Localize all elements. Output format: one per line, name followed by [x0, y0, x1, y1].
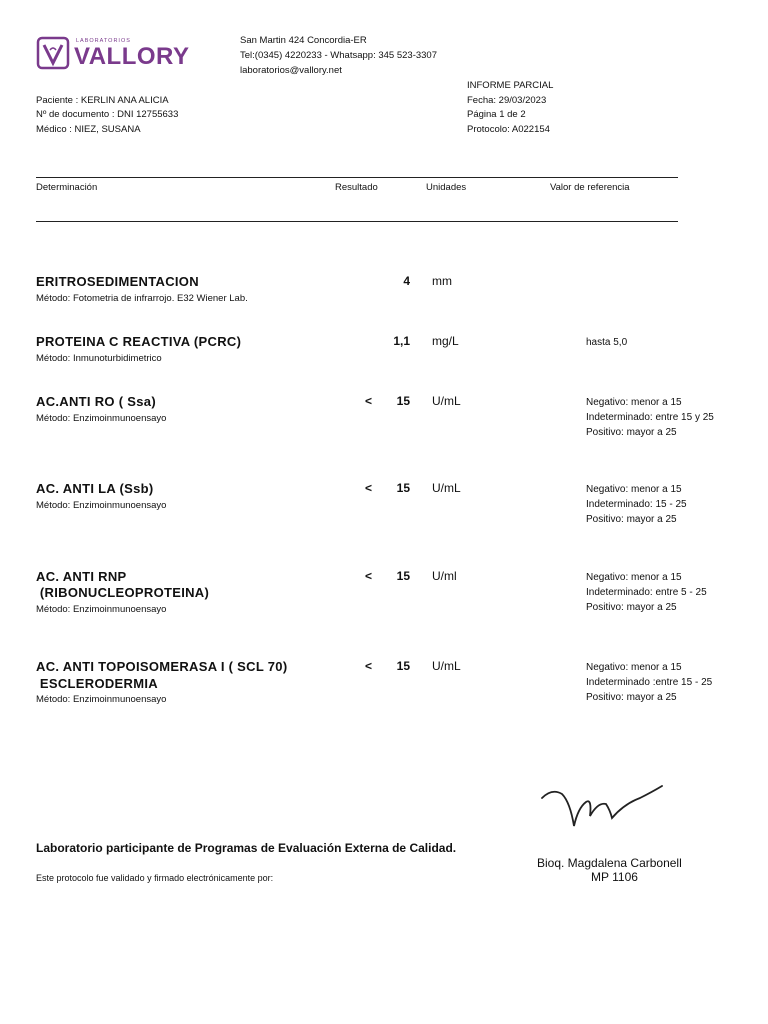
- test-unit: U/mL: [432, 659, 461, 673]
- test-unit: mm: [432, 274, 452, 288]
- lab-email: laboratorios@vallory.net: [240, 65, 342, 76]
- quality-statement: Laboratorio participante de Programas de Evaluación Externa de Calidad.: [36, 841, 457, 855]
- reference-line: Negativo: menor a 15: [586, 397, 682, 408]
- test-prefix: <: [364, 481, 372, 495]
- test-reference: [586, 570, 707, 615]
- lab-phones: Tel:(0345) 4220233 - Whatsapp: 345 523-3307: [240, 50, 437, 61]
- col-result: Resultado: [335, 182, 378, 193]
- test-prefix: <: [364, 394, 372, 408]
- col-units: Unidades: [426, 182, 467, 193]
- reference-line: Negativo: menor a 15: [586, 662, 682, 673]
- logo-name: VALLORY: [74, 43, 190, 70]
- signer-name: Bioq. Magdalena Carbonell: [537, 856, 682, 870]
- test-method: Método: Enzimoinmunoensayo: [36, 604, 167, 615]
- test-method: Método: Inmunoturbidimetrico: [36, 353, 162, 364]
- test-value: 4: [403, 274, 410, 288]
- header-rule-bottom: [36, 221, 678, 222]
- test-value: 15: [396, 481, 410, 495]
- patient-doctor: Médico : NIEZ, SUSANA: [36, 124, 141, 135]
- reference-line: Indeterminado: entre 5 - 25: [586, 587, 707, 598]
- patient-name: Paciente : KERLIN ANA ALICIA: [36, 95, 169, 106]
- signer-license: MP 1106: [591, 870, 638, 884]
- test-method: Método: Enzimoinmunoensayo: [36, 413, 167, 424]
- report-date: Fecha: 29/03/2023: [467, 95, 547, 106]
- lab-address: San Martin 424 Concordia-ER: [240, 35, 367, 46]
- test-method: Método: Fotometria de infrarrojo. E32 Wiener Lab.: [36, 293, 248, 304]
- reference-line: Indeterminado :entre 15 - 25: [586, 677, 713, 688]
- test-unit: U/ml: [432, 569, 457, 583]
- test-reference: [586, 660, 712, 705]
- test-value: 15: [396, 569, 410, 583]
- reference-line: Positivo: mayor a 25: [586, 602, 677, 613]
- test-name-cont: ESCLERODERMIA: [36, 676, 158, 691]
- test-name: AC. ANTI RNP: [36, 569, 127, 584]
- test-value: 1,1: [393, 334, 410, 348]
- reference-line: Indeterminado: entre 15 y 25: [586, 412, 714, 423]
- patient-document: Nº de documento : DNI 12755633: [36, 109, 179, 120]
- test-prefix: <: [364, 659, 372, 673]
- lab-logo: [36, 36, 196, 72]
- test-method: Método: Enzimoinmunoensayo: [36, 694, 167, 705]
- test-name-cont: (RIBONUCLEOPROTEINA): [36, 585, 210, 600]
- col-determination: Determinación: [36, 182, 98, 193]
- report-type: INFORME PARCIAL: [467, 80, 554, 91]
- test-prefix: <: [364, 569, 372, 583]
- test-unit: U/mL: [432, 481, 461, 495]
- reference-line: Positivo: mayor a 25: [586, 692, 677, 703]
- test-method: Método: Enzimoinmunoensayo: [36, 500, 167, 511]
- report-protocol: Protocolo: A022154: [467, 124, 550, 135]
- reference-line: Positivo: mayor a 25: [586, 514, 677, 525]
- test-reference: [586, 395, 714, 440]
- test-reference: [586, 482, 687, 527]
- handwritten-signature: [540, 780, 680, 840]
- reference-line: Negativo: menor a 15: [586, 484, 682, 495]
- col-reference: Valor de referencia: [550, 182, 630, 193]
- header-rule-top: [36, 177, 678, 178]
- test-name: AC. ANTI LA (Ssb): [36, 481, 154, 496]
- test-value: 15: [396, 394, 410, 408]
- test-value: 15: [396, 659, 410, 673]
- reference-line: Positivo: mayor a 25: [586, 427, 677, 438]
- report-page: Página 1 de 2: [467, 109, 526, 120]
- reference-line: Indeterminado: 15 - 25: [586, 499, 687, 510]
- validation-statement: Este protocolo fue validado y firmado electrónicamente por:: [36, 873, 274, 883]
- logo-subtitle: LABORATORIOS: [76, 38, 131, 44]
- test-name: AC.ANTI RO ( Ssa): [36, 394, 156, 409]
- reference-line: Negativo: menor a 15: [586, 572, 682, 583]
- test-unit: U/mL: [432, 394, 461, 408]
- test-name: ERITROSEDIMENTACION: [36, 274, 199, 289]
- test-unit: mg/L: [432, 334, 459, 348]
- test-name: AC. ANTI TOPOISOMERASA I ( SCL 70): [36, 659, 288, 674]
- test-reference: hasta 5,0: [586, 337, 628, 348]
- test-name: PROTEINA C REACTIVA (PCRC): [36, 334, 242, 349]
- logo-mark-icon: [36, 36, 70, 70]
